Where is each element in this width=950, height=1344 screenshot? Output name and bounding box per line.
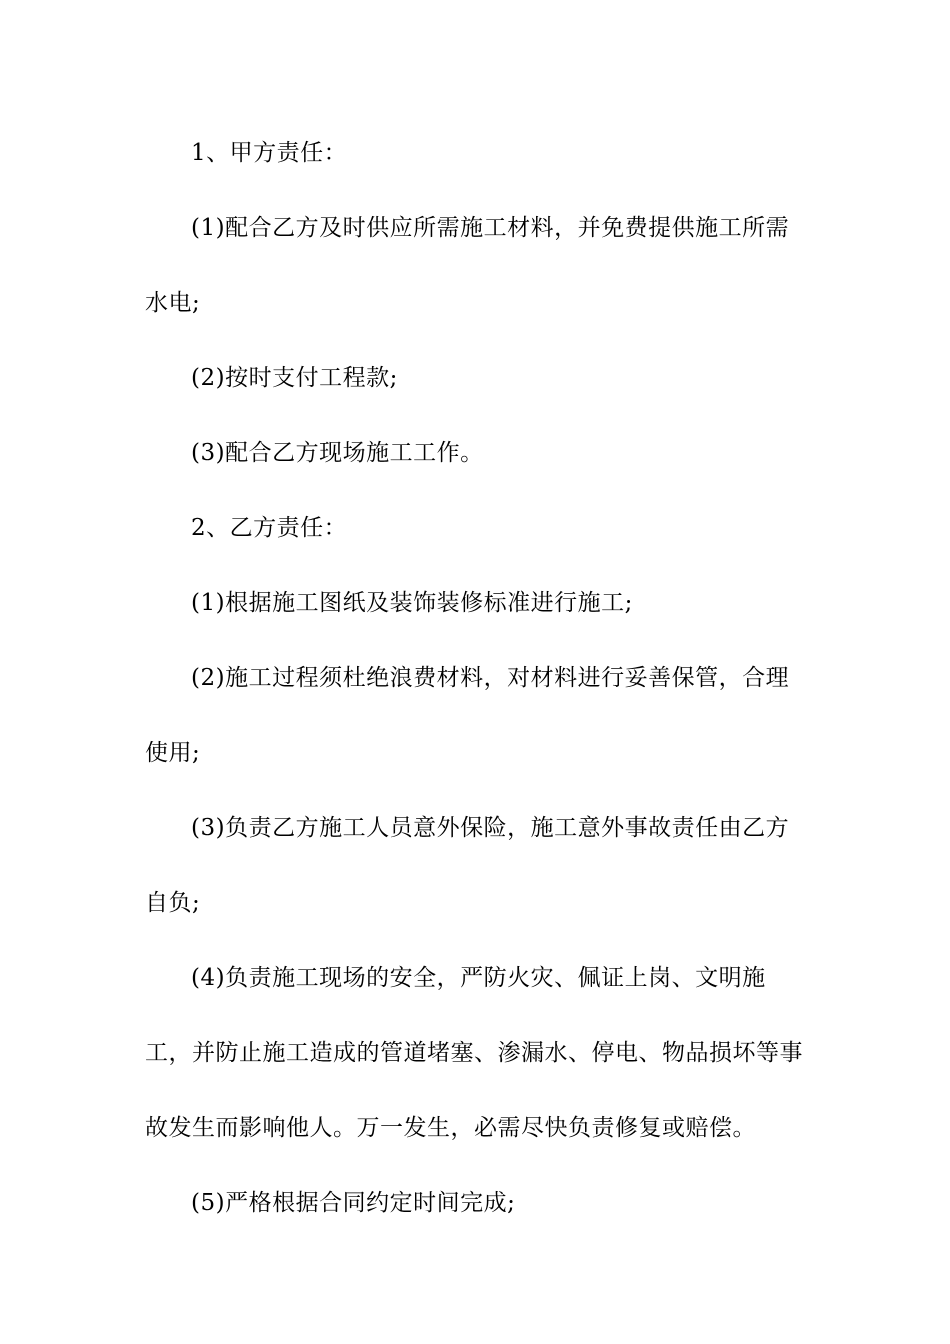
party-b-item-5: (5)严格根据合同约定时间完成;	[191, 1190, 516, 1216]
party-b-item-3: (3)负责乙方施工人员意外保险，施工意外事故责任由乙方自负;	[145, 815, 790, 916]
party-a-item-1: (1)配合乙方及时供应所需施工材料，并免费提供施工所需水电;	[145, 215, 790, 316]
party-b-item-4: (4)负责施工现场的安全，严防火灾、佩证上岗、文明施工，并防止施工造成的管道堵塞、渗漏水、停电、物品损坏等事故发生而影响他人。万一发生，必需尽快负责修复或赔偿。	[145, 965, 803, 1141]
party-a-item-2: (2)按时支付工程款;	[191, 365, 398, 391]
party-b-item-2: (2)施工过程须杜绝浪费材料，对材料进行妥善保管，合理使用;	[145, 665, 790, 766]
party-b-item-1: (1)根据施工图纸及装饰装修标准进行施工;	[191, 590, 633, 616]
section-heading-party-b: 2、乙方责任：	[191, 515, 348, 541]
section-heading-party-a: 1、甲方责任：	[191, 140, 348, 166]
party-a-item-3: (3)配合乙方现场施工工作。	[191, 440, 484, 466]
document-body	[145, 116, 809, 1241]
